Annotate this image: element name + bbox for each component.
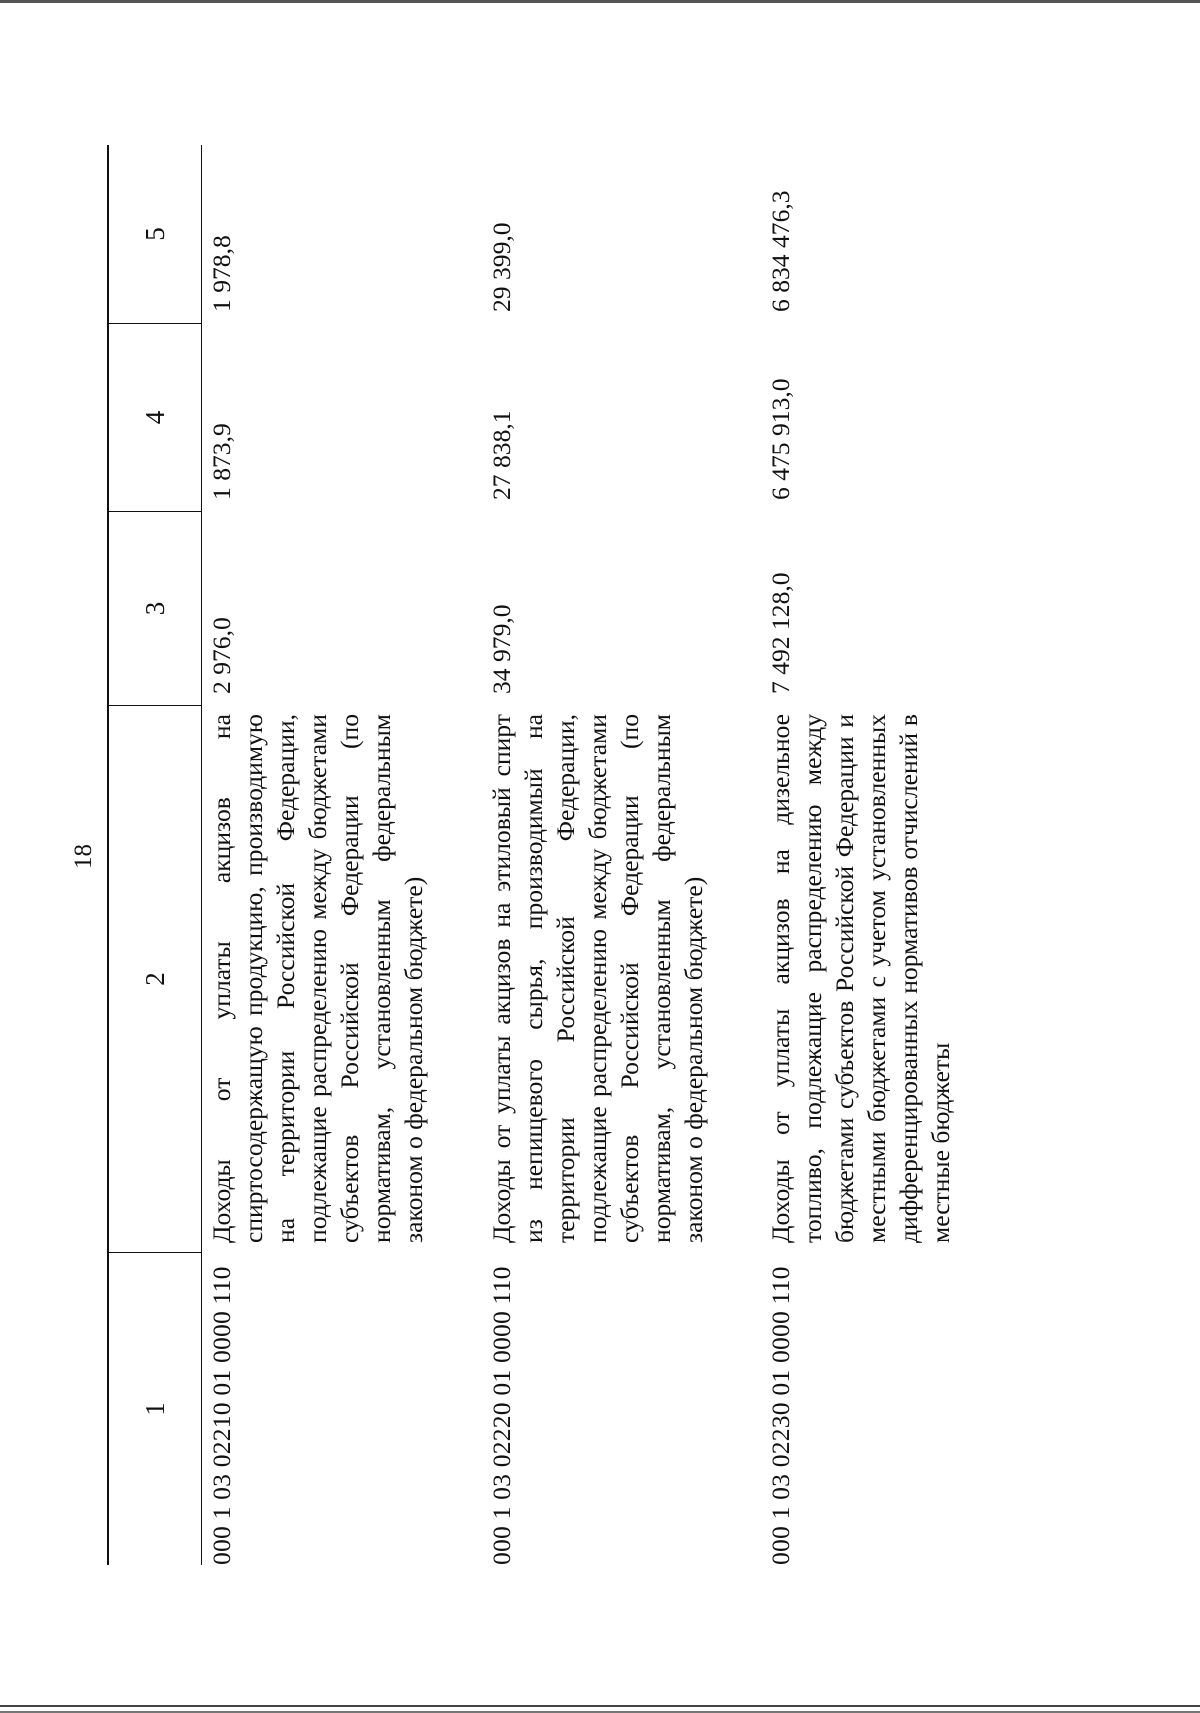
income-description: Доходы от уплаты акцизов на дизельное топливо, подлежащие распределению между бюджетами субъектов Российской Федерации и местными бюджетами с учетом установленных дифференцированных нормативов отчислений в местные бюджеты bbox=[766, 714, 955, 1243]
value-col-5: 1 978,8 bbox=[207, 235, 236, 312]
table-row bbox=[202, 145, 482, 1565]
value-col-3: 34 979,0 bbox=[487, 604, 516, 694]
revenue-table bbox=[107, 145, 1061, 1565]
value-col-4: 1 873,9 bbox=[207, 423, 236, 500]
header-col-1: 1 bbox=[139, 1402, 170, 1416]
income-description: Доходы от уплаты акцизов на этиловый спирт из непищевого сырья, производимый на территории Российской Федерации, подлежащие распределению между бюджетами субъектов Российской Федерации (по нормативам, установленным федеральным законом о федеральном бюджете) bbox=[487, 714, 708, 1243]
page-number: 18 bbox=[70, 844, 97, 869]
table-row bbox=[761, 145, 1061, 1565]
value-col-4: 27 838,1 bbox=[487, 410, 516, 500]
header-col-4: 4 bbox=[109, 324, 201, 512]
value-col-5: 29 399,0 bbox=[487, 222, 516, 312]
header-col-3: 3 bbox=[109, 512, 201, 706]
budget-code: 000 1 03 02210 01 0000 110 bbox=[207, 1266, 236, 1565]
income-description: Доходы от уплаты акцизов на спиртосодержащую продукцию, производимую на территории Российской Федерации, подлежащие распределению между бюджетами субъектов Российской Федерации (по нормативам, установленным федеральным законом о федеральном бюджете) bbox=[207, 714, 428, 1243]
value-col-3: 7 492 128,0 bbox=[766, 572, 795, 694]
budget-code: 000 1 03 02230 01 0000 110 bbox=[766, 1266, 795, 1565]
value-col-4: 6 475 913,0 bbox=[766, 378, 795, 500]
budget-code: 000 1 03 02220 01 0000 110 bbox=[487, 1266, 516, 1565]
table-row bbox=[482, 145, 761, 1565]
value-col-5: 6 834 476,3 bbox=[766, 190, 795, 312]
value-col-3: 2 976,0 bbox=[207, 617, 236, 694]
scan-edge-bottom bbox=[0, 1705, 1200, 1707]
header-col-2: 2 bbox=[109, 706, 201, 1253]
header-col-5: 5 bbox=[109, 145, 201, 324]
table-header-row bbox=[107, 145, 202, 1565]
